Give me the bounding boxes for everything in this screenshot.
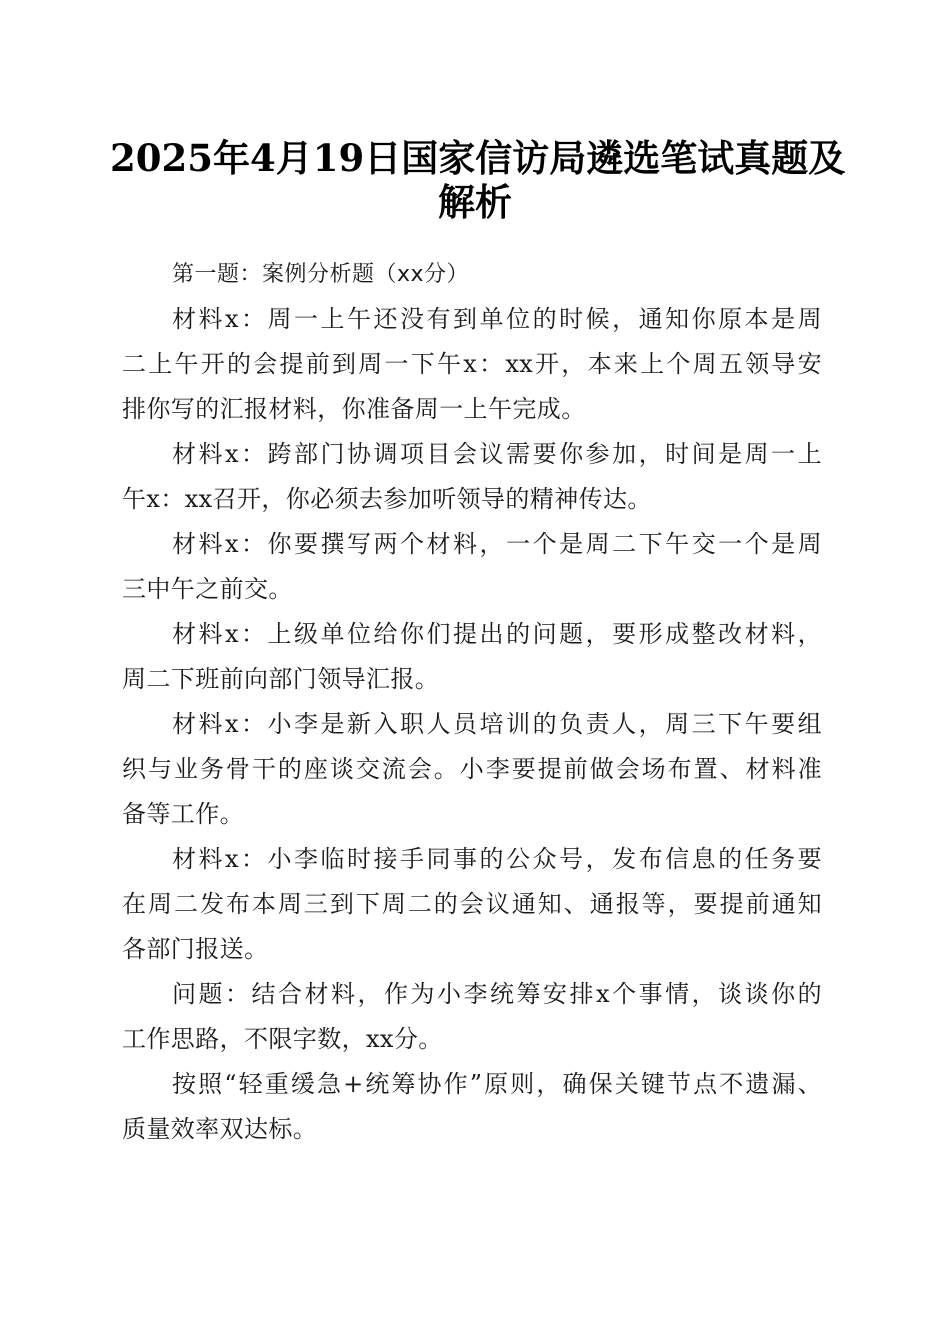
paragraph-line: 问题：结合材料，作为小李统筹安排x个事情，谈谈你的 [172,980,822,1008]
paragraph-answer-intro [122,1062,822,1152]
paragraph-line: 材料x：跨部门协调项目会议需要你参加，时间是周一上 [172,440,822,468]
document-body [122,252,822,1152]
section-heading [122,252,822,297]
section-heading-text: 第一题：案例分析题（xx分） [172,262,470,287]
paragraph-material-5 [122,702,822,837]
paragraph-line: 备等工作。 [122,800,244,828]
paragraph-line: 材料x：周一上午还没有到单位的时候，通知你原本是周 [172,305,822,333]
paragraph-material-2 [122,432,822,522]
paragraph-material-6 [122,837,822,972]
document-title [110,136,846,224]
paragraph-line: 排你写的汇报材料，你准备周一上午完成。 [122,395,586,423]
paragraph-line: 在周二发布本周三到下周二的会议通知、通报等，要提前通知 [122,890,822,918]
paragraph-line: 周二下班前向部门领导汇报。 [122,665,440,693]
paragraph-line: 二上午开的会提前到周一下午x：xx开，本来上个周五领导安 [122,350,822,378]
paragraph-line: 工作思路，不限字数，xx分。 [122,1025,443,1053]
paragraph-line: 织与业务骨干的座谈交流会。小李要提前做会场布置、材料准 [122,755,822,783]
paragraph-line: 午x：xx召开，你必须去参加听领导的精神传达。 [122,485,652,513]
paragraph-question [122,972,822,1062]
paragraph-material-1 [122,297,822,432]
paragraph-line: 三中午之前交。 [122,575,293,603]
paragraph-line: 材料x：小李是新入职人员培训的负责人，周三下午要组 [172,710,822,738]
paragraph-line: 各部门报送。 [122,935,269,963]
paragraph-material-4 [122,612,822,702]
paragraph-line: 按照“轻重缓急+统筹协作”原则，确保关键节点不遗漏、 [172,1070,822,1098]
paragraph-line: 材料x：你要撰写两个材料，一个是周二下午交一个是周 [172,530,822,558]
paragraph-line: 材料x：小李临时接手同事的公众号，发布信息的任务要 [172,845,822,873]
paragraph-line: 材料x：上级单位给你们提出的问题，要形成整改材料， [172,620,822,648]
paragraph-material-3 [122,522,822,612]
title-line: 2025年4月19日国家信访局遴选笔试真题及 [110,136,846,180]
title-line: 解析 [438,180,512,224]
paragraph-line: 质量效率双达标。 [122,1115,318,1143]
